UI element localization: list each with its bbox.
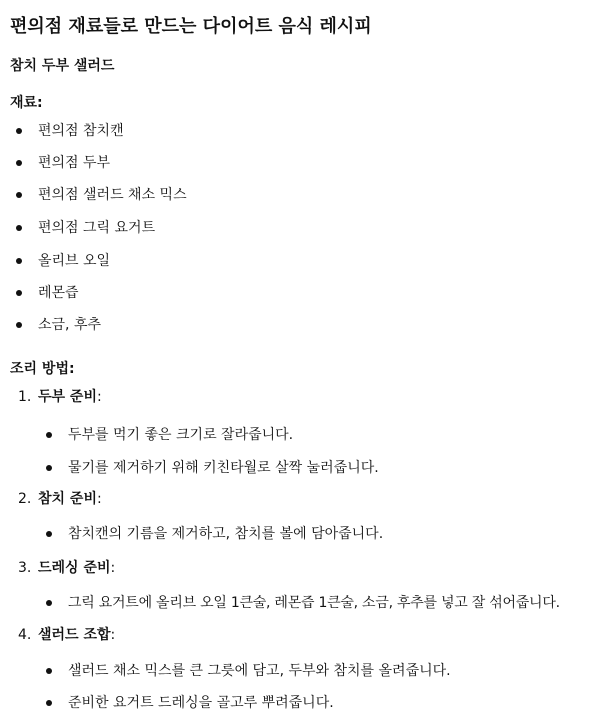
step-item: 물기를 제거하기 위해 키친타월로 살짝 눌러줍니다. (68, 460, 379, 476)
step-number: 1. (18, 389, 32, 405)
step-item: 샐러드 채소 믹스를 큰 그릇에 담고, 두부와 참치를 올려줍니다. (68, 663, 451, 679)
step-item: 참치캔의 기름을 제거하고, 참치를 볼에 담아줍니다. (68, 526, 384, 542)
bullet-icon (46, 432, 52, 438)
bullet-icon (46, 700, 52, 706)
ingredient-item: 소금, 후추 (38, 317, 101, 333)
bullet-icon (16, 192, 22, 198)
bullet-icon (16, 322, 22, 328)
method-heading: 조리 방법: (10, 361, 75, 377)
step-title: 샐러드 조합: (38, 627, 116, 643)
ingredient-item: 편의점 참치캔 (38, 123, 124, 139)
ingredient-item: 올리브 오일 (38, 253, 111, 269)
step-title: 참치 준비: (38, 491, 102, 507)
bullet-icon (46, 600, 52, 606)
bullet-icon (16, 258, 22, 264)
ingredient-item: 편의점 두부 (38, 155, 111, 171)
ingredient-item: 편의점 샐러드 채소 믹스 (38, 187, 187, 203)
ingredient-item: 편의점 그릭 요거트 (38, 220, 156, 236)
bullet-icon (46, 465, 52, 471)
bullet-icon (16, 128, 22, 134)
bullet-icon (16, 290, 22, 296)
step-number: 2. (18, 491, 32, 507)
step-number: 3. (18, 560, 32, 576)
bullet-icon (16, 225, 22, 231)
step-item: 두부를 먹기 좋은 크기로 잘라줍니다. (68, 427, 294, 443)
step-item: 그릭 요거트에 올리브 오일 1큰술, 레몬즙 1큰술, 소금, 후추를 넣고 잘 섞어줍니다. (68, 595, 560, 611)
ingredients-heading: 재료: (10, 95, 43, 111)
page-title: 편의점 재료들로 만드는 다이어트 음식 레시피 (10, 16, 372, 37)
step-title: 두부 준비: (38, 389, 102, 405)
bullet-icon (16, 160, 22, 166)
bullet-icon (46, 668, 52, 674)
recipe-name: 참치 두부 샐러드 (10, 58, 115, 74)
step-item: 준비한 요거트 드레싱을 골고루 뿌려줍니다. (68, 695, 334, 711)
ingredient-item: 레몬즙 (38, 285, 79, 301)
bullet-icon (46, 531, 52, 537)
step-number: 4. (18, 627, 32, 643)
step-title: 드레싱 준비: (38, 560, 116, 576)
